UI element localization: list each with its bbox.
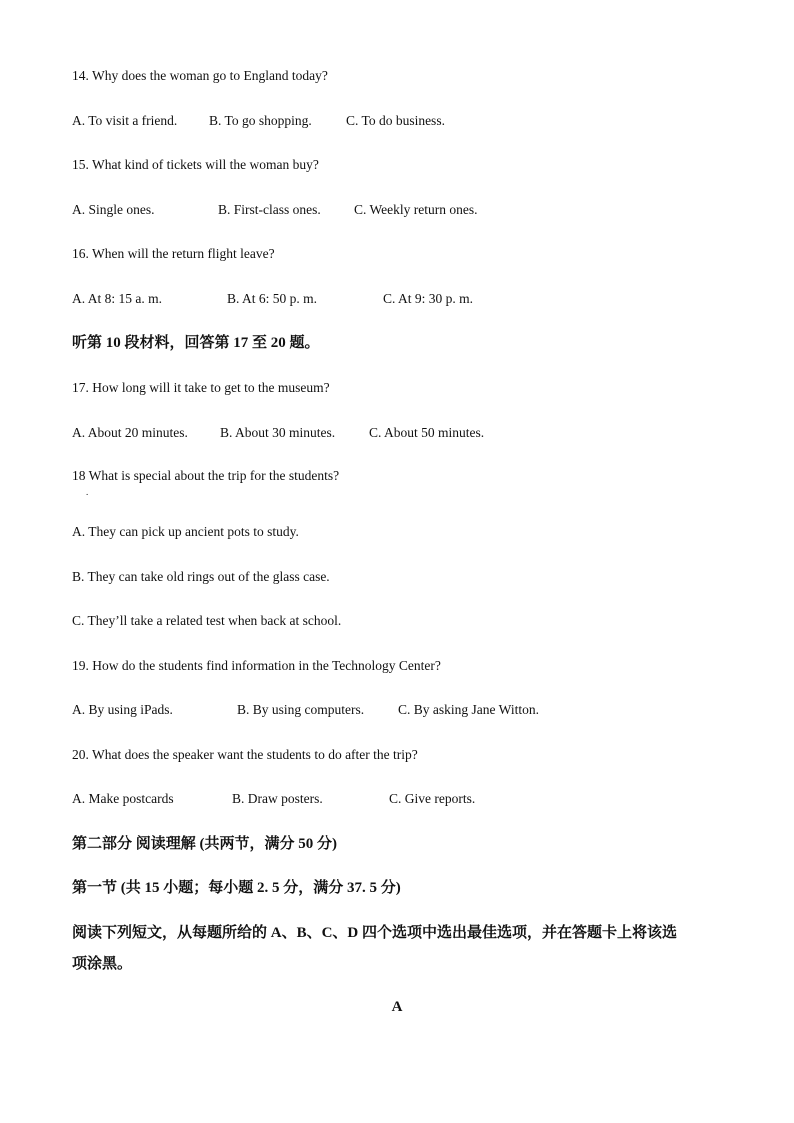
q16-option-a: A. At 8: 15 a. m. [72,291,162,306]
q17-option-c: C. About 50 minutes. [369,425,485,440]
q14-option-c: C. To do business. [346,113,445,128]
q17-option-a: A. About 20 minutes. [72,425,188,440]
q20-option-a: A. Make postcards [72,791,174,806]
q18-option-b: B. They can take old rings out of the glass case. [72,569,330,584]
question-14: 14. Why does the woman go to England today? [72,68,328,83]
section-10-heading: 听第 10 段材料，回答第 17 至 20 题。 [72,335,320,351]
stray-dot: . [86,487,89,497]
passage-label: A [391,999,403,1015]
question-20: 20. What does the speaker want the students to do after the trip? [72,747,418,762]
question-15: 15. What kind of tickets will the woman buy? [72,157,319,172]
q19-option-b: B. By using computers. [237,702,365,717]
q15-option-a: A. Single ones. [72,202,155,217]
q19-option-a: A. By using iPads. [72,702,173,717]
section-1-heading: 第一节 (共 15 小题；每小题 2. 5 分，满分 37. 5 分) [72,880,401,896]
question-16: 16. When will the return flight leave? [72,246,275,261]
q19-option-c: C. By asking Jane Witton. [398,702,539,717]
q18-option-a: A. They can pick up ancient pots to study. [72,524,299,539]
instruction-line-2: 项涂黑。 [72,956,133,972]
part-2-heading: 第二部分 阅读理解 (共两节，满分 50 分) [72,836,337,852]
q20-option-b: B. Draw posters. [232,791,323,806]
q16-option-b: B. At 6: 50 p. m. [227,291,318,306]
q14-option-a: A. To visit a friend. [72,113,178,128]
q18-option-c: C. They’ll take a related test when back at school. [72,613,342,628]
q20-option-c: C. Give reports. [389,791,476,806]
q15-option-c: C. Weekly return ones. [354,202,478,217]
q15-option-b: B. First-class ones. [218,202,321,217]
question-18: 18 What is special about the trip for the students? [72,468,340,483]
instruction-line-1: 阅读下列短文，从每题所给的 A、B、C、D 四个选项中选出最佳选项，并在答题卡上将该选 [72,925,678,941]
question-17: 17. How long will it take to get to the museum? [72,380,330,395]
q16-option-c: C. At 9: 30 p. m. [383,291,474,306]
question-19: 19. How do the students find information in the Technology Center? [72,658,441,673]
q14-option-b: B. To go shopping. [209,113,312,128]
q17-option-b: B. About 30 minutes. [220,425,336,440]
